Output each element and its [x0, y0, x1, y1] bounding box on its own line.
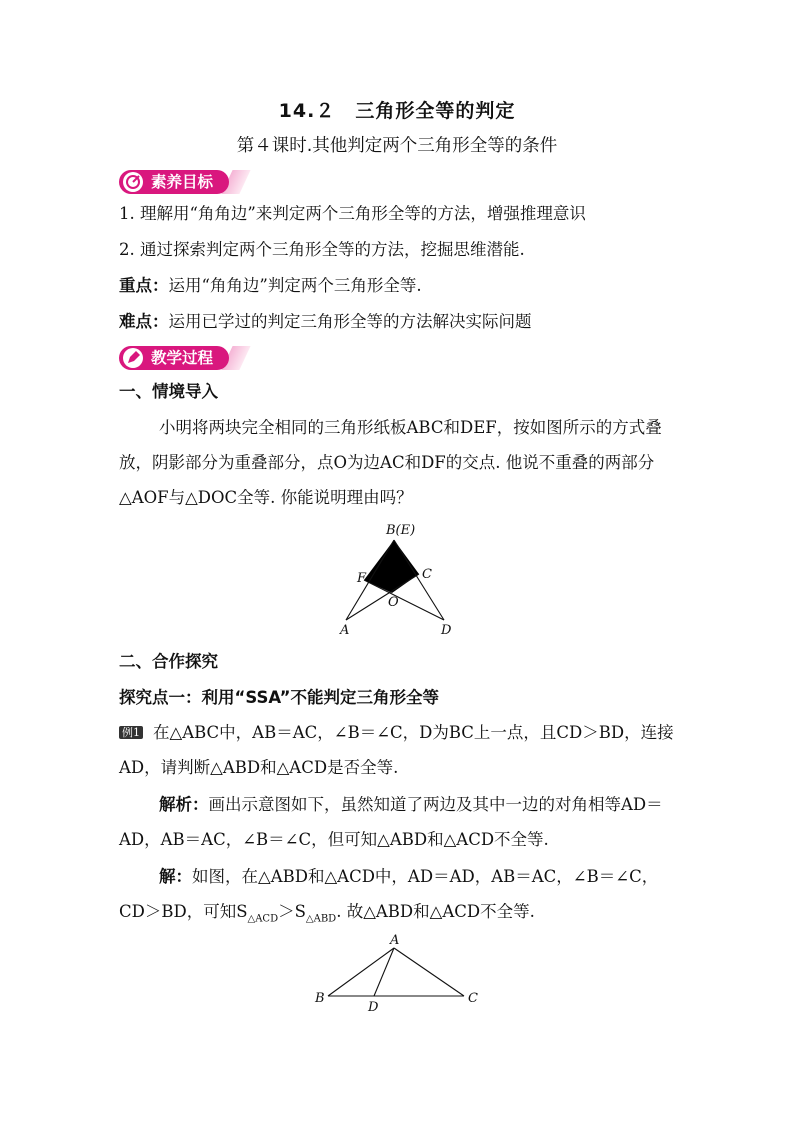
analysis-label: 解析： — [159, 795, 209, 814]
solution-text-1: 如图，在△ABD和△ACD中，AD＝AD，AB＝AC，∠B＝∠C，CD＞BD，可知S — [119, 867, 659, 921]
figure-overlapping-triangles — [320, 518, 480, 640]
example-1 — [119, 715, 679, 785]
label-b: B — [315, 991, 325, 1006]
goals-badge — [119, 170, 249, 194]
target-icon — [123, 172, 143, 192]
process-badge — [119, 346, 249, 370]
example-text: 在△ABC中，AB＝AC，∠B＝∠C，D为BC上一点，且CD＞BD，连接AD，请判断△ABD和△ACD是否全等. — [119, 723, 674, 777]
key-text: 运用“角角边”判定两个三角形全等. — [168, 276, 422, 295]
goals-badge-label: 素养目标 — [151, 173, 214, 191]
solution — [119, 859, 679, 936]
process-badge-label: 教学过程 — [151, 349, 214, 367]
lesson-title: 第４课时.其他判定两个三角形全等的条件 — [236, 136, 558, 156]
label-a: A — [390, 933, 400, 948]
goal-item-2: 2. 通过探索判定两个三角形全等的方法，挖掘思维潜能. — [119, 240, 525, 259]
label-d: D — [368, 1000, 379, 1015]
difficulty-label: 难点： — [119, 312, 169, 331]
solution-label: 解： — [159, 867, 192, 886]
key-point — [119, 274, 422, 298]
analysis-text: 画出示意图如下，虽然知道了两边及其中一边的对角相等AD＝AD，AB＝AC，∠B＝∠C，但可知△ABD和△ACD不全等. — [119, 795, 663, 849]
section1-heading: 一、情境导入 — [119, 382, 218, 401]
figure-triangle-abc — [310, 930, 490, 1018]
label-c: C — [422, 567, 432, 582]
example-tag: 例1 — [119, 726, 143, 739]
point1-heading: 探究点一：利用“SSA”不能判定三角形全等 — [119, 688, 439, 707]
solution-sub-2: △ABD — [305, 913, 337, 925]
label-a: A — [340, 623, 350, 638]
badge-pill — [119, 170, 229, 194]
solution-sub-1: △ACD — [247, 913, 279, 925]
label-c: C — [468, 991, 478, 1006]
difficulty-point — [119, 310, 532, 334]
label-o: O — [388, 595, 399, 610]
label-f: F — [357, 571, 367, 586]
difficulty-text: 运用已学过的判定三角形全等的方法解决实际问题 — [168, 312, 532, 331]
solution-text-2: . 故△ABD和△ACD不全等. — [336, 902, 535, 921]
pencil-icon — [123, 348, 143, 368]
goal-item-1: 1. 理解用“角角边”来判定两个三角形全等的方法，增强推理意识 — [119, 204, 586, 223]
section1-text: 小明将两块完全相同的三角形纸板ABC和DEF，按如图所示的方式叠放，阴影部分为重叠部分，点O为边AC和DF的交点. 他说不重叠的两部分△AOF与△DOC全等. 你能说明理由吗？ — [119, 418, 662, 507]
section1-paragraph — [119, 410, 679, 515]
label-d: D — [441, 623, 452, 638]
section2-heading: 二、合作探究 — [119, 652, 218, 671]
label-b-e: B(E) — [386, 523, 416, 538]
section-title: 14.２ 三角形全等的判定 — [278, 100, 516, 122]
analysis — [119, 787, 679, 857]
key-label: 重点： — [119, 276, 169, 295]
badge-pill — [119, 346, 229, 370]
solution-mid: ＞S — [278, 902, 306, 921]
